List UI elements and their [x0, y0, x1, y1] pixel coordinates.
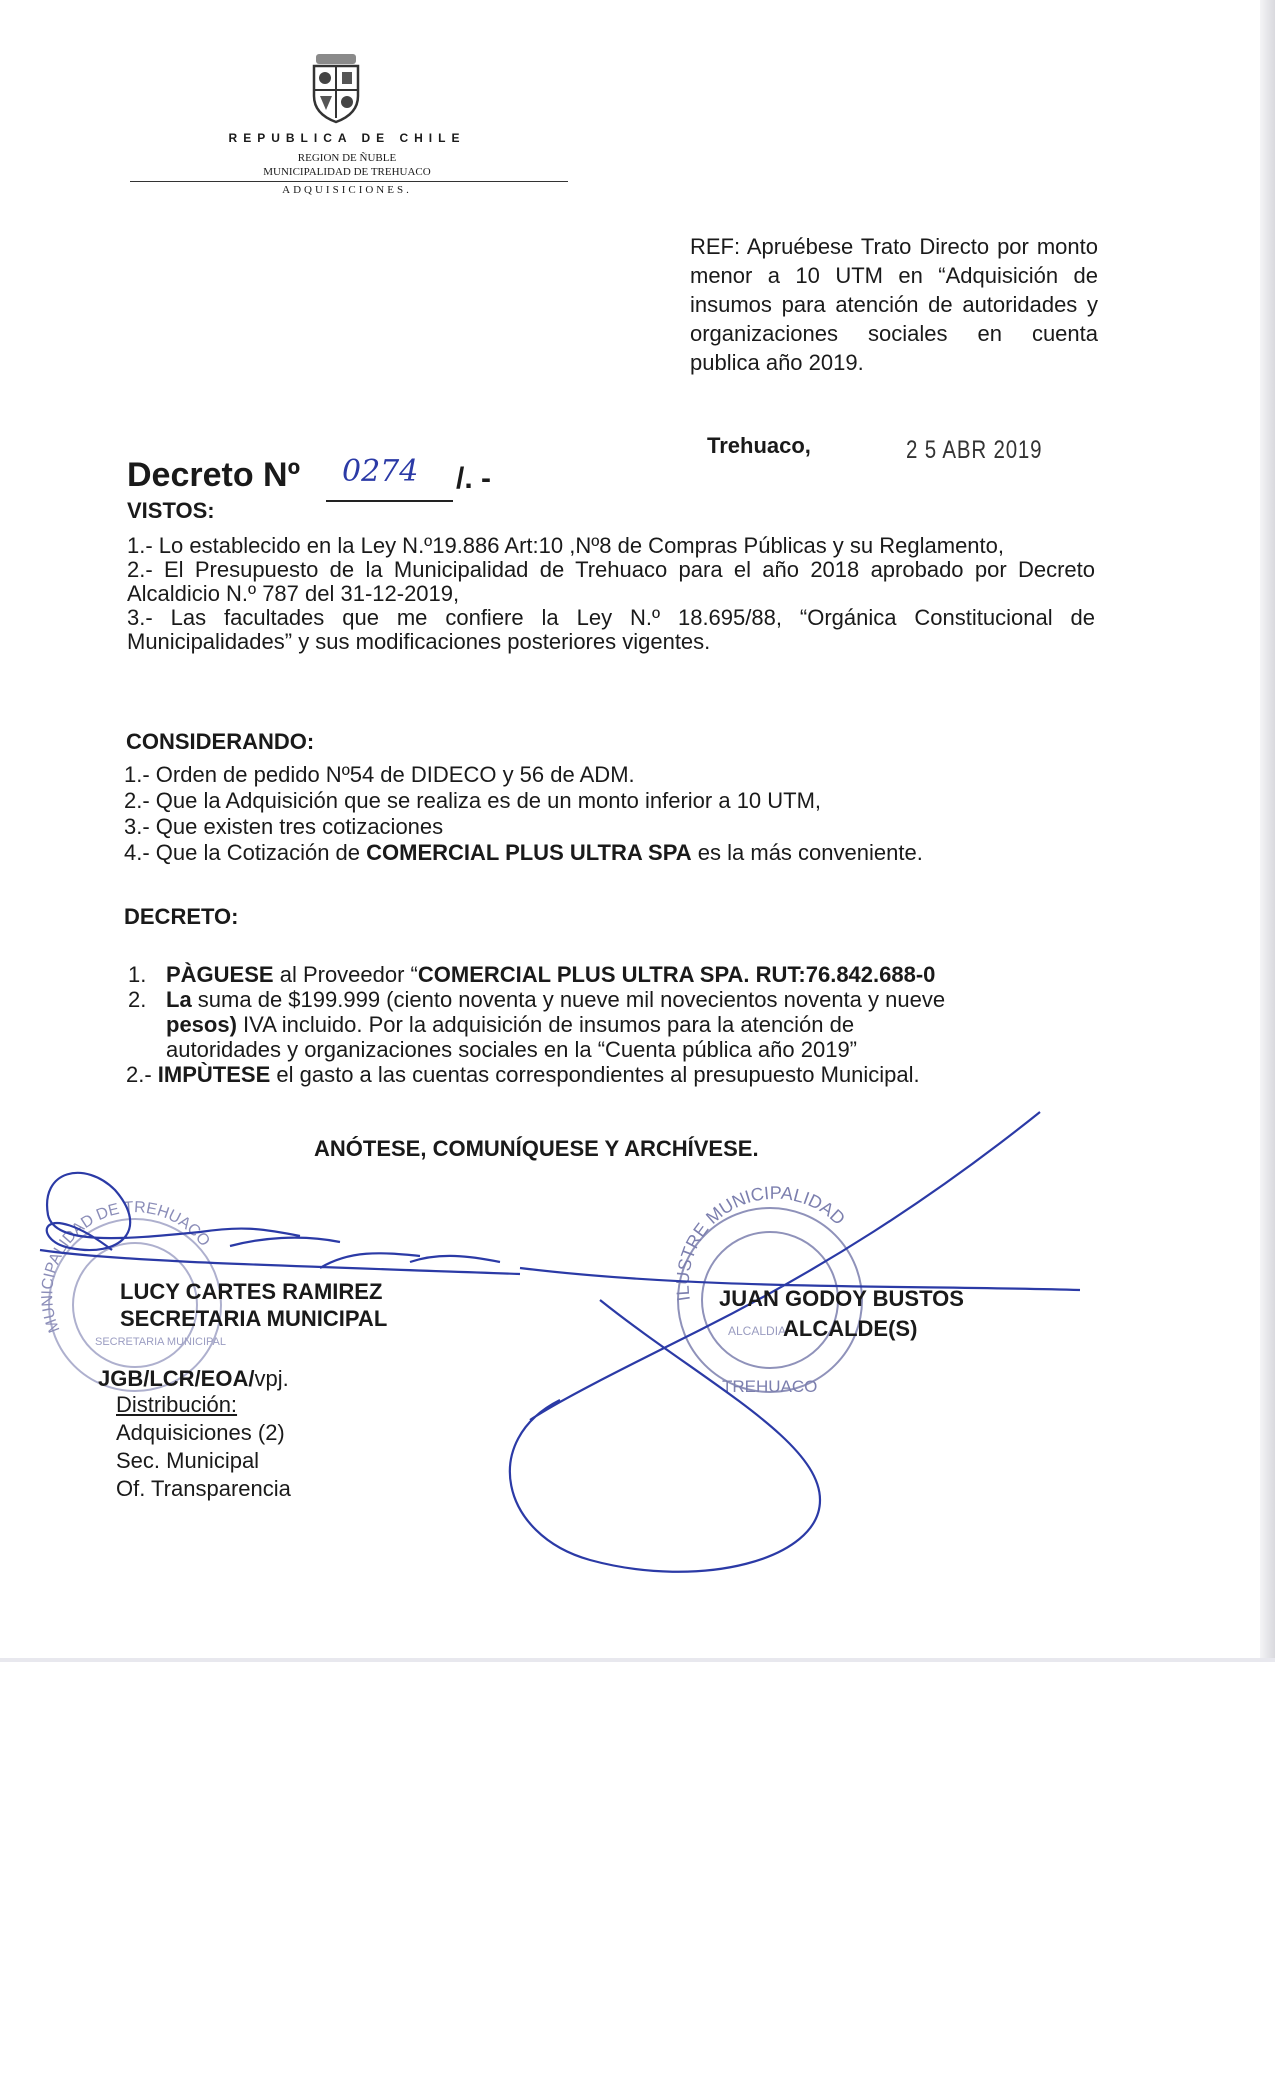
vistos-item: 1.- Lo establecido en la Ley N.º19.886 Art:10 ,Nº8 de Compras Públicas y su Reglamento, — [127, 533, 1005, 558]
vistos-list — [127, 534, 1095, 654]
distribution-item: Sec. Municipal — [116, 1448, 260, 1473]
decreto-item-number: 2. — [128, 987, 147, 1012]
decreto-item-verb: La — [166, 987, 192, 1012]
secretary-name: LUCY CARTES RAMIREZ — [120, 1279, 383, 1304]
distribution-item: Adquisiciones (2) — [116, 1420, 285, 1445]
decreto-item-text: el gasto a las cuentas correspondientes al presupuesto Municipal. — [270, 1062, 920, 1087]
decreto-item-text: al Proveedor “ — [273, 962, 418, 987]
mayor-name: JUAN GODOY BUSTOS — [719, 1286, 964, 1311]
header-department: ADQUISICIONES. — [282, 184, 412, 196]
considerando-item: 1.- Orden de pedido Nº54 de DIDECO y 56 de ADM. — [124, 762, 635, 787]
left-stamp-ring-text: MUNICIPALIDAD DE TREHUACO — [39, 1199, 213, 1335]
considerando-title: CONSIDERANDO: — [126, 729, 315, 754]
header-region: REGION DE ÑUBLE — [297, 152, 397, 164]
considerando-item4-prefix: 4.- Que la Cotización de — [124, 840, 367, 865]
decree-number-handwritten: 0274 — [342, 454, 419, 489]
initials-rest: vpj. — [254, 1366, 289, 1391]
decreto-item-text: IVA incluido. Por la adquisición de insumos para la atención de — [236, 1012, 855, 1037]
page-edge-shadow — [1260, 0, 1275, 1658]
initials-line — [98, 1366, 289, 1392]
decreto-item-verb: IMPÙTESE — [157, 1062, 271, 1087]
decree-label: Decreto Nº — [127, 456, 301, 494]
decreto-item-verb: PÀGUESE — [166, 962, 274, 987]
header-rule — [130, 181, 568, 182]
supplier-name: COMERCIAL PLUS ULTRA SPA — [366, 840, 692, 865]
header-municipality: MUNICIPALIDAD DE TREHUACO — [263, 166, 431, 178]
vistos-item: 2.- El Presupuesto de la Municipalidad de Trehuaco para el año 2018 aprobado por Decreto Alcaldicio N.º 787 del 31-12-2019, — [127, 557, 1095, 606]
decreto-item — [126, 1062, 1088, 1087]
right-stamp-bottom-text: TREHUACO — [722, 1377, 818, 1396]
decreto-item-number: 1. — [128, 962, 147, 987]
initials-bold: JGB/LCR/EOA/ — [98, 1366, 255, 1391]
right-stamp-text — [672, 1183, 848, 1303]
reference-block: REF: Apruébese Trato Directo por monto menor a 10 UTM en “Adquisición de insumos para atención de autoridades y organizaciones sociales en cuenta publica año 2019. — [690, 234, 1098, 375]
distribution-title: Distribución: — [116, 1392, 238, 1417]
decreto-item — [128, 987, 1088, 1012]
supplier-rut: COMERCIAL PLUS ULTRA SPA. RUT:76.842.688-0 — [417, 962, 936, 987]
considerando-list — [124, 762, 1104, 866]
decreto-item-continuation — [128, 1012, 1088, 1037]
considerando-item4-suffix: es la más conveniente. — [691, 840, 923, 865]
vistos-item: 3.- Las facultades que me confiere la Ley N.º 18.695/88, “Orgánica Constitucional de Municipalidades” y sus modificaciones posteriores vigentes. — [127, 605, 1095, 654]
decreto-item-continuation: autoridades y organizaciones sociales en la “Cuenta pública año 2019” — [166, 1037, 858, 1062]
decreto-title: DECRETO: — [124, 904, 239, 929]
decree-suffix: /. - — [456, 462, 491, 495]
considerando-item: 3.- Que existen tres cotizaciones — [124, 814, 444, 839]
header-country: REPUBLICA DE CHILE — [228, 131, 466, 145]
distribution-block — [116, 1391, 291, 1503]
decreto-amount-unit: pesos) — [166, 1012, 237, 1037]
place-label: Trehuaco, — [707, 433, 811, 458]
municipal-coat-of-arms-icon — [308, 52, 364, 124]
decreto-list — [128, 962, 1088, 1087]
considerando-item — [124, 840, 1104, 866]
decreto-item — [128, 962, 1088, 987]
secretary-signature — [40, 1173, 520, 1274]
closing-formula: ANÓTESE, COMUNÍQUESE Y ARCHÍVESE. — [314, 1136, 759, 1161]
considerando-item: 2.- Que la Adquisición que se realiza es de un monto inferior a 10 UTM, — [124, 788, 822, 813]
decreto-item-text: suma de $199.999 (ciento noventa y nueve mil novecientos noventa y nueve — [191, 987, 946, 1012]
left-stamp-inner-text: SECRETARIA MUNICIPAL — [95, 1336, 227, 1348]
mayor-title: ALCALDE(S) — [783, 1316, 918, 1341]
decree-number-underline — [326, 500, 453, 502]
secretary-title: SECRETARIA MUNICIPAL — [120, 1306, 388, 1331]
right-stamp-ring-text: ILUSTRE MUNICIPALIDAD — [672, 1182, 849, 1303]
date-stamp: 2 5 ABR 2019 — [906, 436, 1043, 464]
decreto-item-prefix: 2.- — [126, 1062, 158, 1087]
vistos-title: VISTOS: — [127, 498, 215, 523]
right-stamp-inner-text: ALCALDIA — [728, 1324, 787, 1338]
distribution-item: Of. Transparencia — [116, 1476, 291, 1501]
